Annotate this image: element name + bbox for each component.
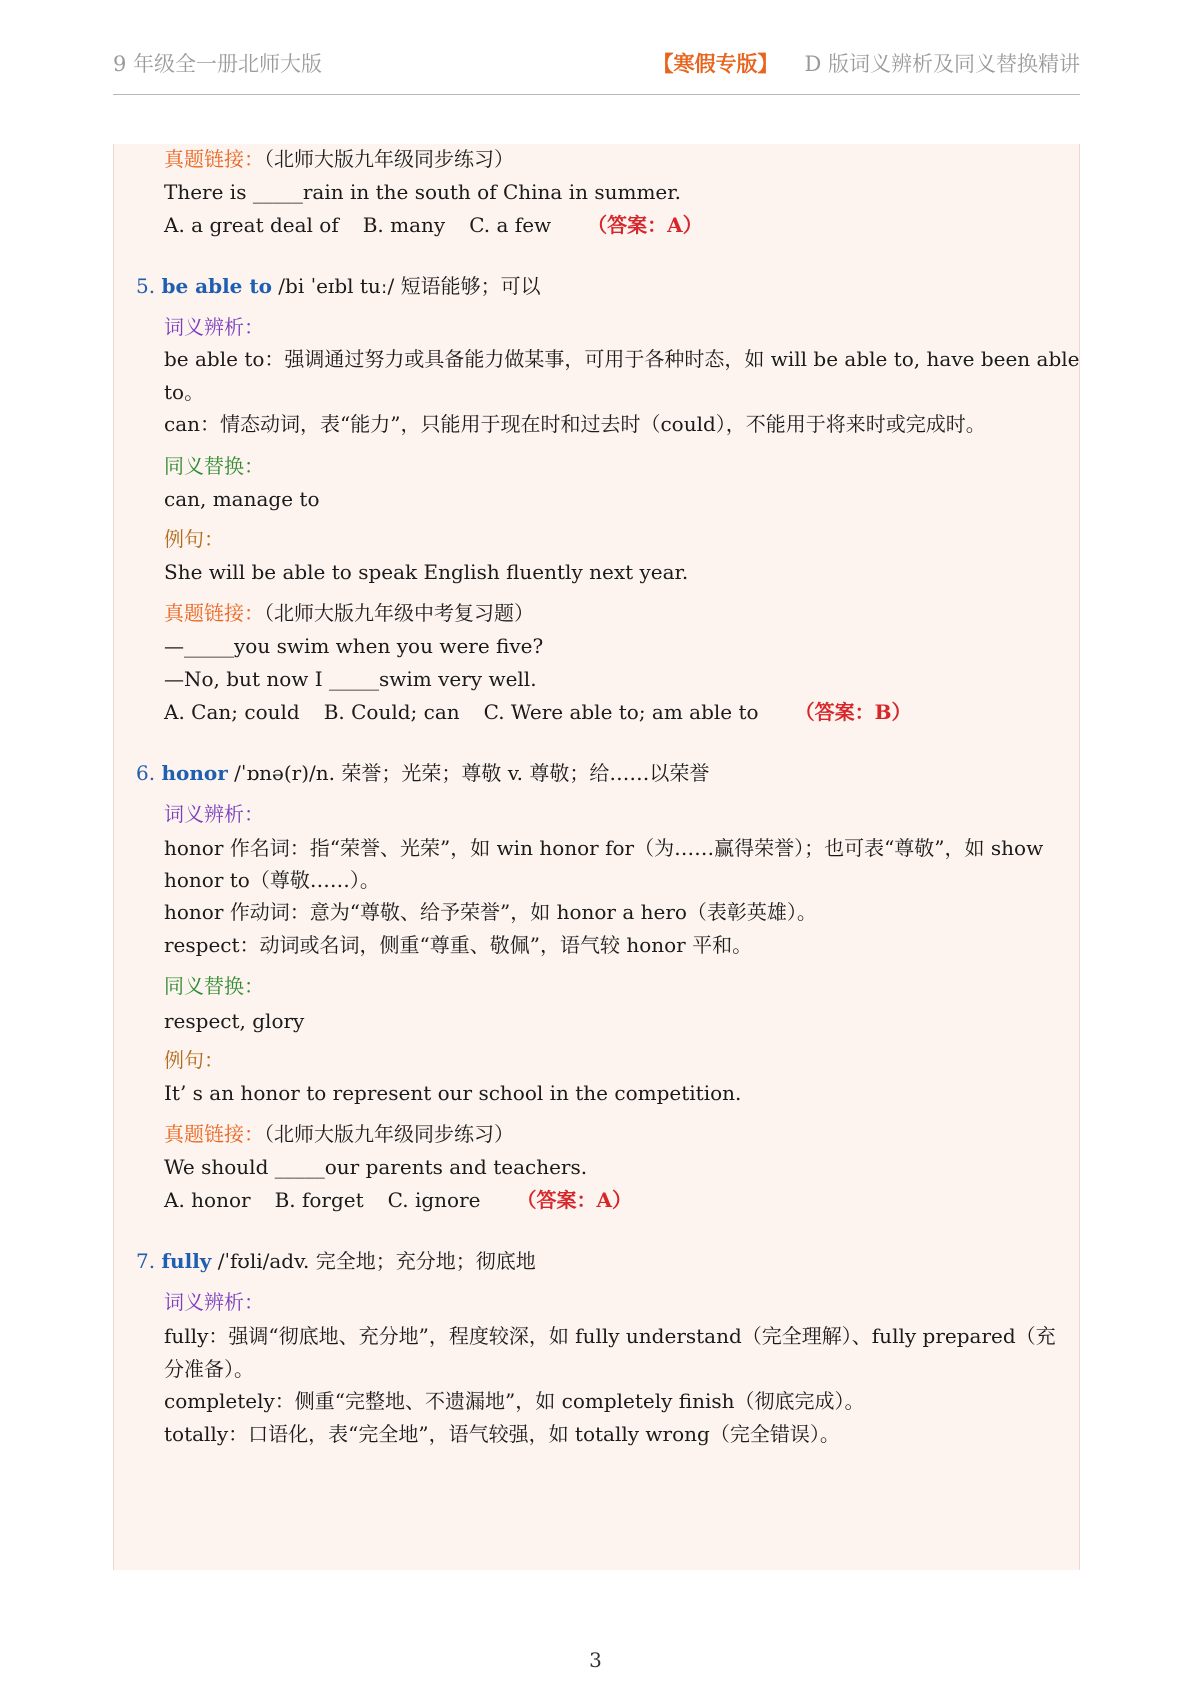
bianxi-line: be able to：强调通过努力或具备能力做某事，可用于各种时态，如 will be able to, have been able xyxy=(164,347,1080,371)
option-a: A. honor xyxy=(164,1188,251,1212)
tihuan-label: 同义替换： xyxy=(164,454,264,478)
bianxi-line: to。 xyxy=(164,380,205,404)
answer-text: （答案：A） xyxy=(587,213,703,237)
vocab-word: fully xyxy=(161,1249,212,1273)
bianxi-line: honor 作名词：指“荣誉、光荣”，如 win honor for（为……赢得荣誉）；也可表“尊敬”，如 show xyxy=(164,836,1044,860)
question-text: —No, but now I _____swim very well. xyxy=(164,667,537,691)
tihuan-label: 同义替换： xyxy=(164,974,264,998)
vocab-heading-7 xyxy=(136,1246,536,1276)
option-c: C. a few xyxy=(469,213,552,237)
synonym-text: respect, glory xyxy=(164,1009,305,1033)
zhenti-source: （北师大版九年级同步练习） xyxy=(264,147,514,171)
page-number: 3 xyxy=(589,1648,602,1672)
zhenti-line-0 xyxy=(164,144,514,174)
question-text: There is _____rain in the south of China in summer. xyxy=(164,180,681,204)
header-grade: 9 年级全一册北师大版 xyxy=(113,52,323,76)
header-title xyxy=(652,48,1080,78)
liju-label: 例句： xyxy=(164,527,224,551)
bianxi-label: 词义辨析： xyxy=(164,315,264,339)
bianxi-label: 词义辨析： xyxy=(164,1290,264,1314)
vocab-definition: /ˈɒnə(r)/n. 荣誉；光荣；尊敬 v. 尊敬；给……以荣誉 xyxy=(227,761,710,785)
vocab-word: be able to xyxy=(161,274,272,298)
answer-text: （答案：A） xyxy=(516,1188,633,1212)
question-text: We should _____our parents and teachers. xyxy=(164,1155,588,1179)
vocab-heading-5 xyxy=(136,271,541,301)
vocab-definition: /bi ˈeɪbl tuː/ 短语能够；可以 xyxy=(271,274,541,298)
options-line xyxy=(164,210,703,240)
zhenti-source: （北师大版九年级中考复习题） xyxy=(264,601,534,625)
zhenti-source: （北师大版九年级同步练习） xyxy=(264,1122,514,1146)
example-sentence: She will be able to speak English fluently next year. xyxy=(164,560,689,584)
option-a: A. a great deal of xyxy=(164,213,339,237)
option-c: C. Were able to; am able to xyxy=(483,700,759,724)
question-text: —_____you swim when you were five? xyxy=(164,634,544,658)
bianxi-line: totally：口语化，表“完全地”，语气较强，如 totally wrong（完全错误）。 xyxy=(164,1422,840,1446)
bianxi-line: respect：动词或名词，侧重“尊重、敬佩”，语气较 honor 平和。 xyxy=(164,933,753,957)
bianxi-line: 分准备）。 xyxy=(164,1357,254,1381)
vocab-word: honor xyxy=(161,761,228,785)
liju-label: 例句： xyxy=(164,1048,224,1072)
synonym-text: can, manage to xyxy=(164,487,320,511)
zhenti-label: 真题链接： xyxy=(164,1122,264,1146)
header-badge: 【寒假专版】 xyxy=(652,51,779,76)
zhenti-label: 真题链接： xyxy=(164,147,264,171)
bianxi-line: can：情态动词，表“能力”，只能用于现在时和过去时（could），不能用于将来时或完成时。 xyxy=(164,412,986,436)
option-b: B. forget xyxy=(274,1188,364,1212)
header-subtitle: D 版词义辨析及同义替换精讲 xyxy=(804,52,1080,76)
item-number: 6. xyxy=(136,761,156,785)
vocab-heading-6 xyxy=(136,758,709,788)
options-line xyxy=(164,1185,632,1215)
bianxi-line: fully：强调“彻底地、充分地”，程度较深，如 fully understand（完全理解）、fully prepared（充 xyxy=(164,1324,1056,1348)
zhenti-line xyxy=(164,598,534,628)
option-a: A. Can; could xyxy=(164,700,300,724)
option-b: B. many xyxy=(362,213,446,237)
bianxi-line: honor to（尊敬……）。 xyxy=(164,868,380,892)
item-number: 7. xyxy=(136,1249,156,1273)
content-panel xyxy=(113,144,1080,1570)
bianxi-label: 词义辨析： xyxy=(164,802,264,826)
bianxi-line: completely：侧重“完整地、不遗漏地”，如 completely finish（彻底完成）。 xyxy=(164,1389,865,1413)
vocab-definition: /ˈfʊli/adv. 完全地；充分地；彻底地 xyxy=(211,1249,536,1273)
zhenti-line xyxy=(164,1119,514,1149)
options-line xyxy=(164,697,911,727)
page-header xyxy=(113,46,1080,95)
option-b: B. Could; can xyxy=(323,700,460,724)
example-sentence: It’ s an honor to represent our school in the competition. xyxy=(164,1081,742,1105)
zhenti-label: 真题链接： xyxy=(164,601,264,625)
item-number: 5. xyxy=(136,274,156,298)
option-c: C. ignore xyxy=(387,1188,481,1212)
bianxi-line: honor 作动词：意为“尊敬、给予荣誉”，如 honor a hero（表彰英雄）。 xyxy=(164,900,817,924)
answer-text: （答案：B） xyxy=(794,700,912,724)
